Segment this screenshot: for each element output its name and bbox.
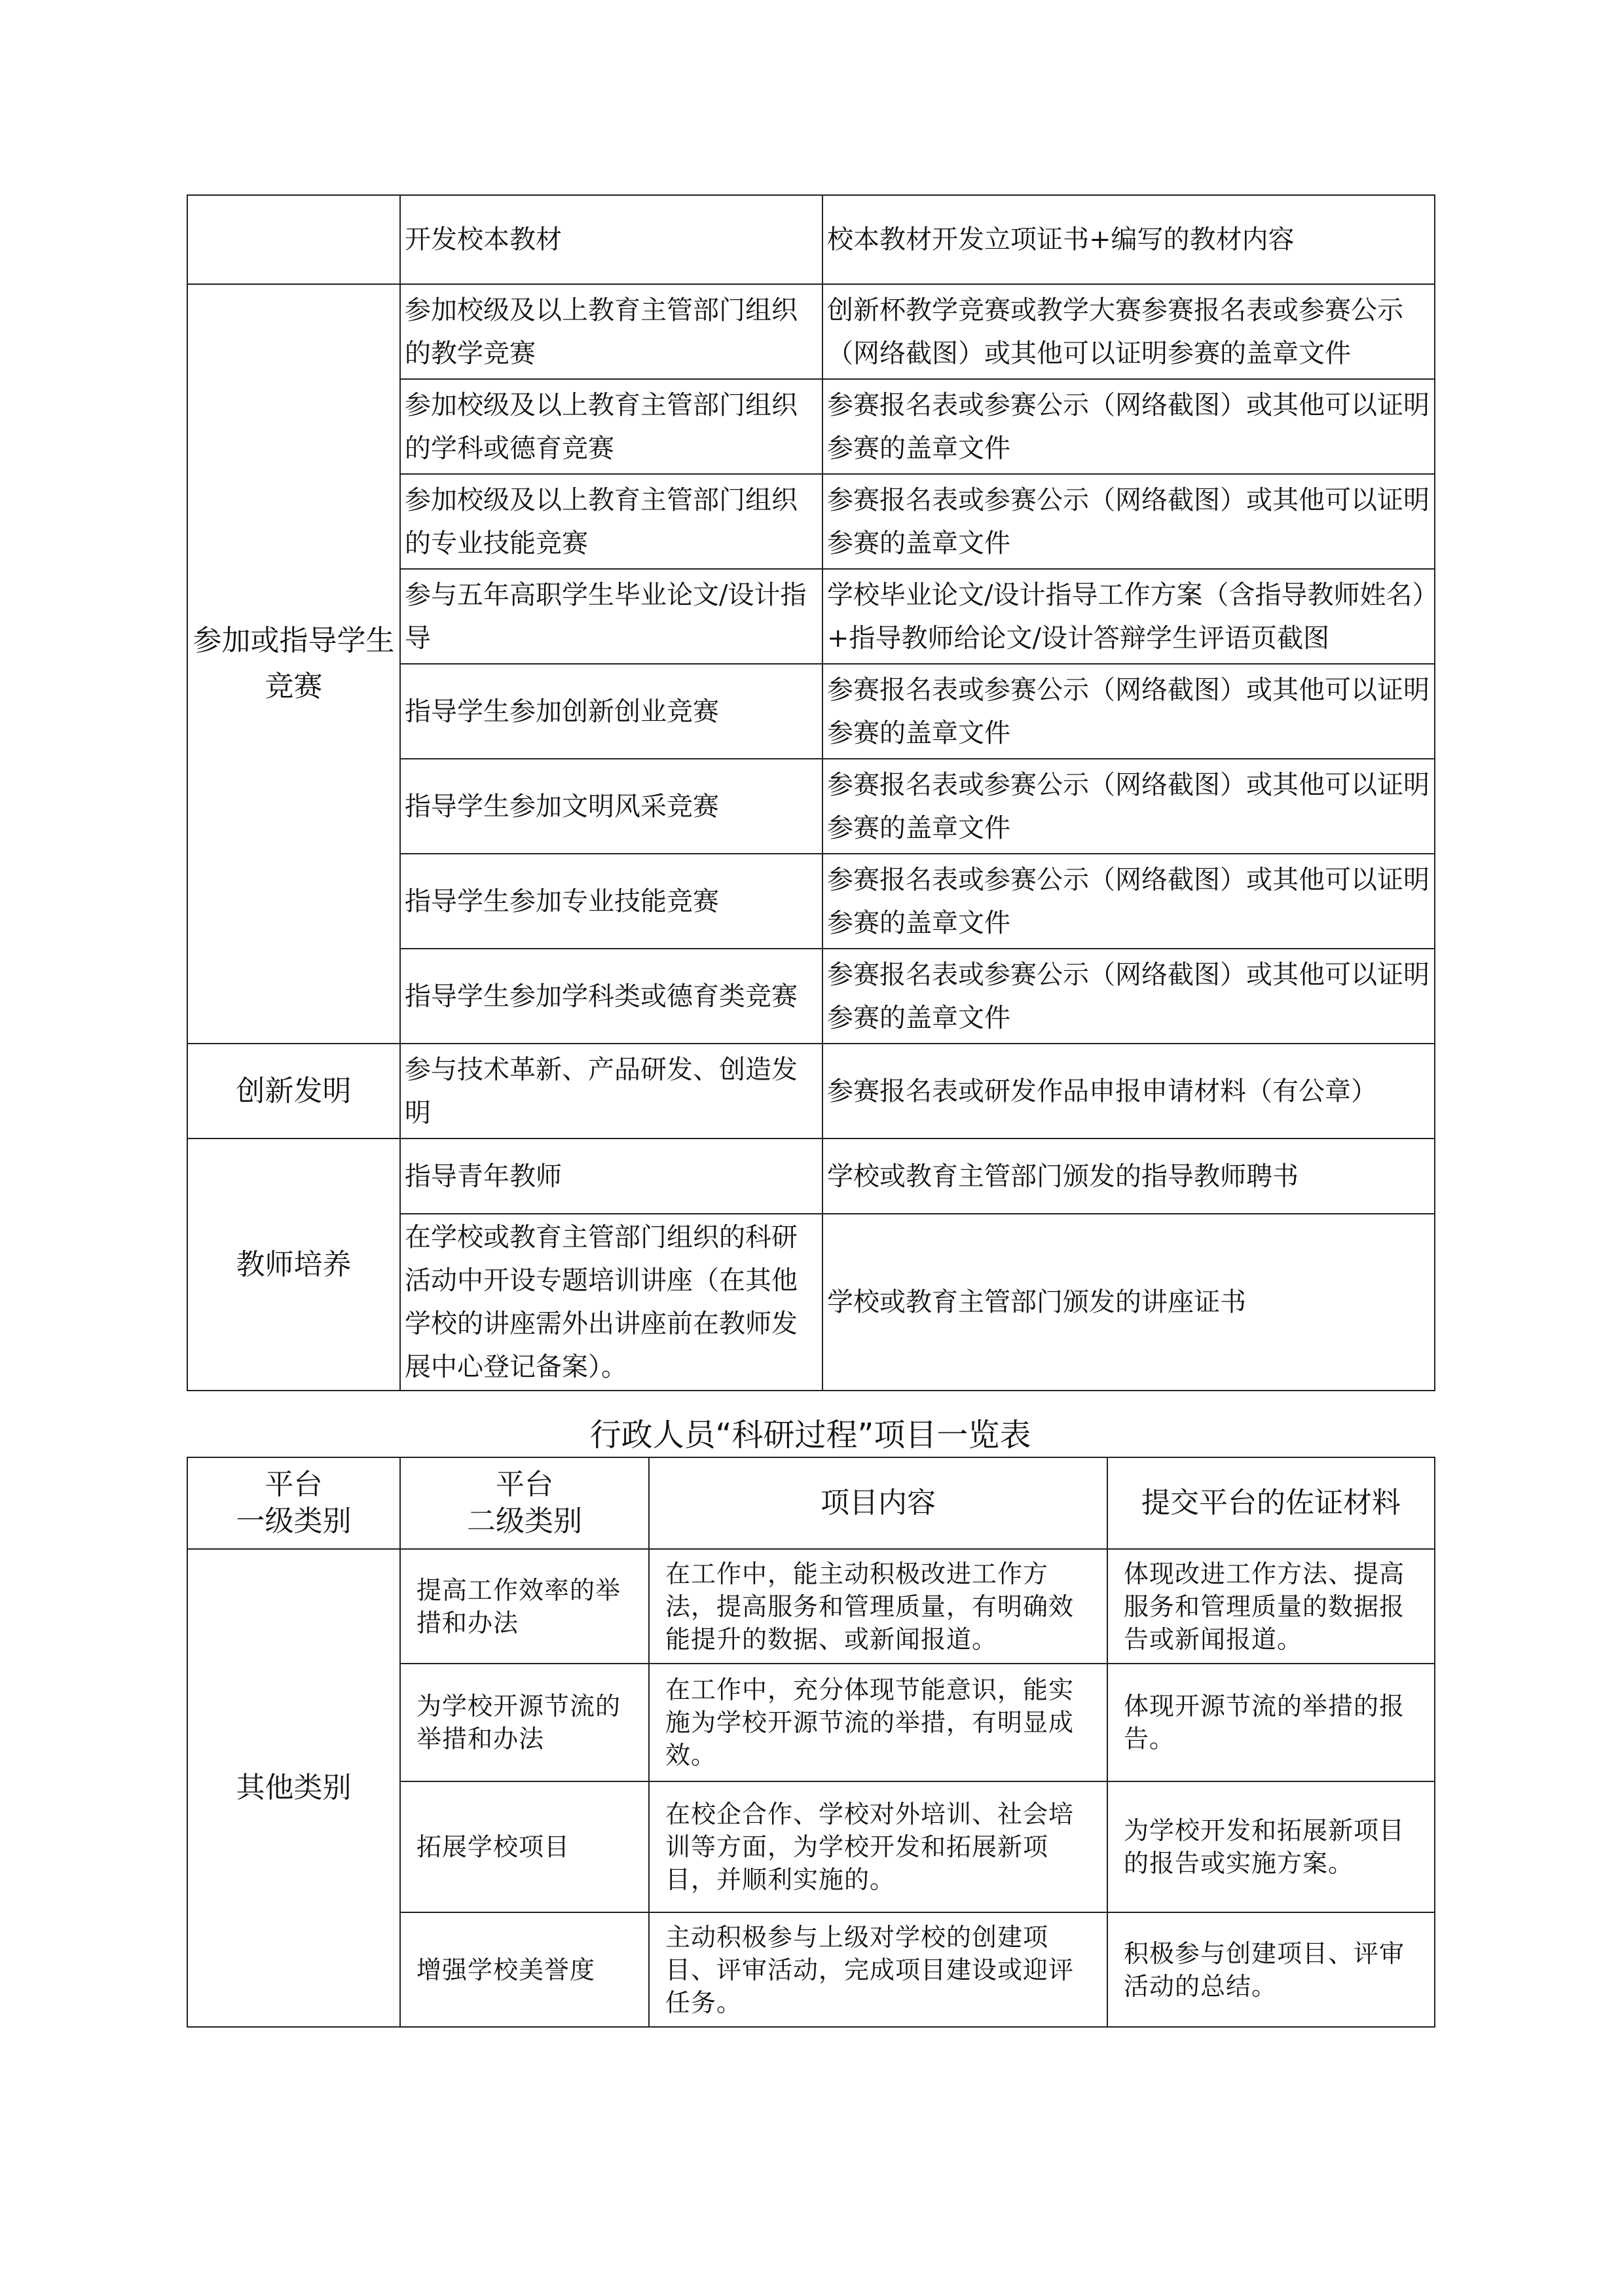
evidence-cell: 参赛报名表或参赛公示（网络截图）或其他可以证明参赛的盖章文件 <box>822 664 1435 759</box>
table-row <box>187 1044 1435 1139</box>
sub-cell: 拓展学校项目 <box>400 1781 649 1912</box>
evidence-cell: 学校毕业论文/设计指导工作方案（含指导教师姓名）+指导教师给论文/设计答辩学生评语页截图 <box>822 569 1435 664</box>
header-content: 项目内容 <box>649 1457 1107 1549</box>
evidence-cell: 体现改进工作方法、提高服务和管理质量的数据报告或新闻报道。 <box>1107 1549 1435 1664</box>
sub-cell: 增强学校美誉度 <box>400 1912 649 2027</box>
competition-table <box>187 194 1435 1391</box>
item-cell: 指导青年教师 <box>400 1139 822 1214</box>
category-cell: 教师培养 <box>187 1139 400 1391</box>
admin-research-table <box>187 1457 1435 2028</box>
header-level1: 平台 一级类别 <box>187 1457 400 1549</box>
evidence-cell: 参赛报名表或参赛公示（网络截图）或其他可以证明参赛的盖章文件 <box>822 854 1435 949</box>
category-cell <box>187 195 400 284</box>
evidence-cell: 学校或教育主管部门颁发的讲座证书 <box>822 1214 1435 1391</box>
sub-cell: 提高工作效率的举措和办法 <box>400 1549 649 1664</box>
evidence-cell: 为学校开发和拓展新项目的报告或实施方案。 <box>1107 1781 1435 1912</box>
content-cell: 在工作中，能主动积极改进工作方法，提高服务和管理质量，有明确效能提升的数据、或新闻报道。 <box>649 1549 1107 1664</box>
category-cell: 参加或指导学生竞赛 <box>187 284 400 1044</box>
item-cell: 指导学生参加专业技能竞赛 <box>400 854 822 949</box>
item-cell: 参加校级及以上教育主管部门组织的学科或德育竞赛 <box>400 379 822 474</box>
evidence-cell: 校本教材开发立项证书+编写的教材内容 <box>822 195 1435 284</box>
item-cell: 参与五年高职学生毕业论文/设计指导 <box>400 569 822 664</box>
table-row <box>187 195 1435 284</box>
item-cell: 参加校级及以上教育主管部门组织的教学竞赛 <box>400 284 822 379</box>
header-level2: 平台 二级类别 <box>400 1457 649 1549</box>
content-cell: 在工作中，充分体现节能意识，能实施为学校开源节流的举措，有明显成效。 <box>649 1664 1107 1781</box>
item-cell: 指导学生参加学科类或德育类竞赛 <box>400 949 822 1044</box>
item-cell: 在学校或教育主管部门组织的科研活动中开设专题培训讲座（在其他学校的讲座需外出讲座前在教师发展中心登记备案）。 <box>400 1214 822 1391</box>
evidence-cell: 参赛报名表或参赛公示（网络截图）或其他可以证明参赛的盖章文件 <box>822 474 1435 569</box>
item-cell: 参加校级及以上教育主管部门组织的专业技能竞赛 <box>400 474 822 569</box>
evidence-cell: 学校或教育主管部门颁发的指导教师聘书 <box>822 1139 1435 1214</box>
evidence-cell: 积极参与创建项目、评审活动的总结。 <box>1107 1912 1435 2027</box>
item-cell: 指导学生参加创新创业竞赛 <box>400 664 822 759</box>
evidence-cell: 体现开源节流的举措的报告。 <box>1107 1664 1435 1781</box>
sub-cell: 为学校开源节流的举措和办法 <box>400 1664 649 1781</box>
item-cell: 指导学生参加文明风采竞赛 <box>400 759 822 854</box>
category-cell: 创新发明 <box>187 1044 400 1139</box>
evidence-cell: 参赛报名表或参赛公示（网络截图）或其他可以证明参赛的盖章文件 <box>822 759 1435 854</box>
header-evidence: 提交平台的佐证材料 <box>1107 1457 1435 1549</box>
table-row <box>187 284 1435 379</box>
table-row <box>187 1549 1435 1664</box>
category-cell: 其他类别 <box>187 1549 400 2027</box>
content-cell: 主动积极参与上级对学校的创建项目、评审活动，完成项目建设或迎评任务。 <box>649 1912 1107 2027</box>
header-row <box>187 1457 1435 1549</box>
item-cell: 开发校本教材 <box>400 195 822 284</box>
evidence-cell: 创新杯教学竞赛或教学大赛参赛报名表或参赛公示（网络截图）或其他可以证明参赛的盖章文件 <box>822 284 1435 379</box>
table-title: 行政人员“科研过程”项目一览表 <box>589 1417 1031 1453</box>
item-cell: 参与技术革新、产品研发、创造发明 <box>400 1044 822 1139</box>
content-cell: 在校企合作、学校对外培训、社会培训等方面，为学校开发和拓展新项目，并顺利实施的。 <box>649 1781 1107 1912</box>
table-row <box>187 1139 1435 1214</box>
evidence-cell: 参赛报名表或参赛公示（网络截图）或其他可以证明参赛的盖章文件 <box>822 949 1435 1044</box>
evidence-cell: 参赛报名表或研发作品申报申请材料（有公章） <box>822 1044 1435 1139</box>
evidence-cell: 参赛报名表或参赛公示（网络截图）或其他可以证明参赛的盖章文件 <box>822 379 1435 474</box>
